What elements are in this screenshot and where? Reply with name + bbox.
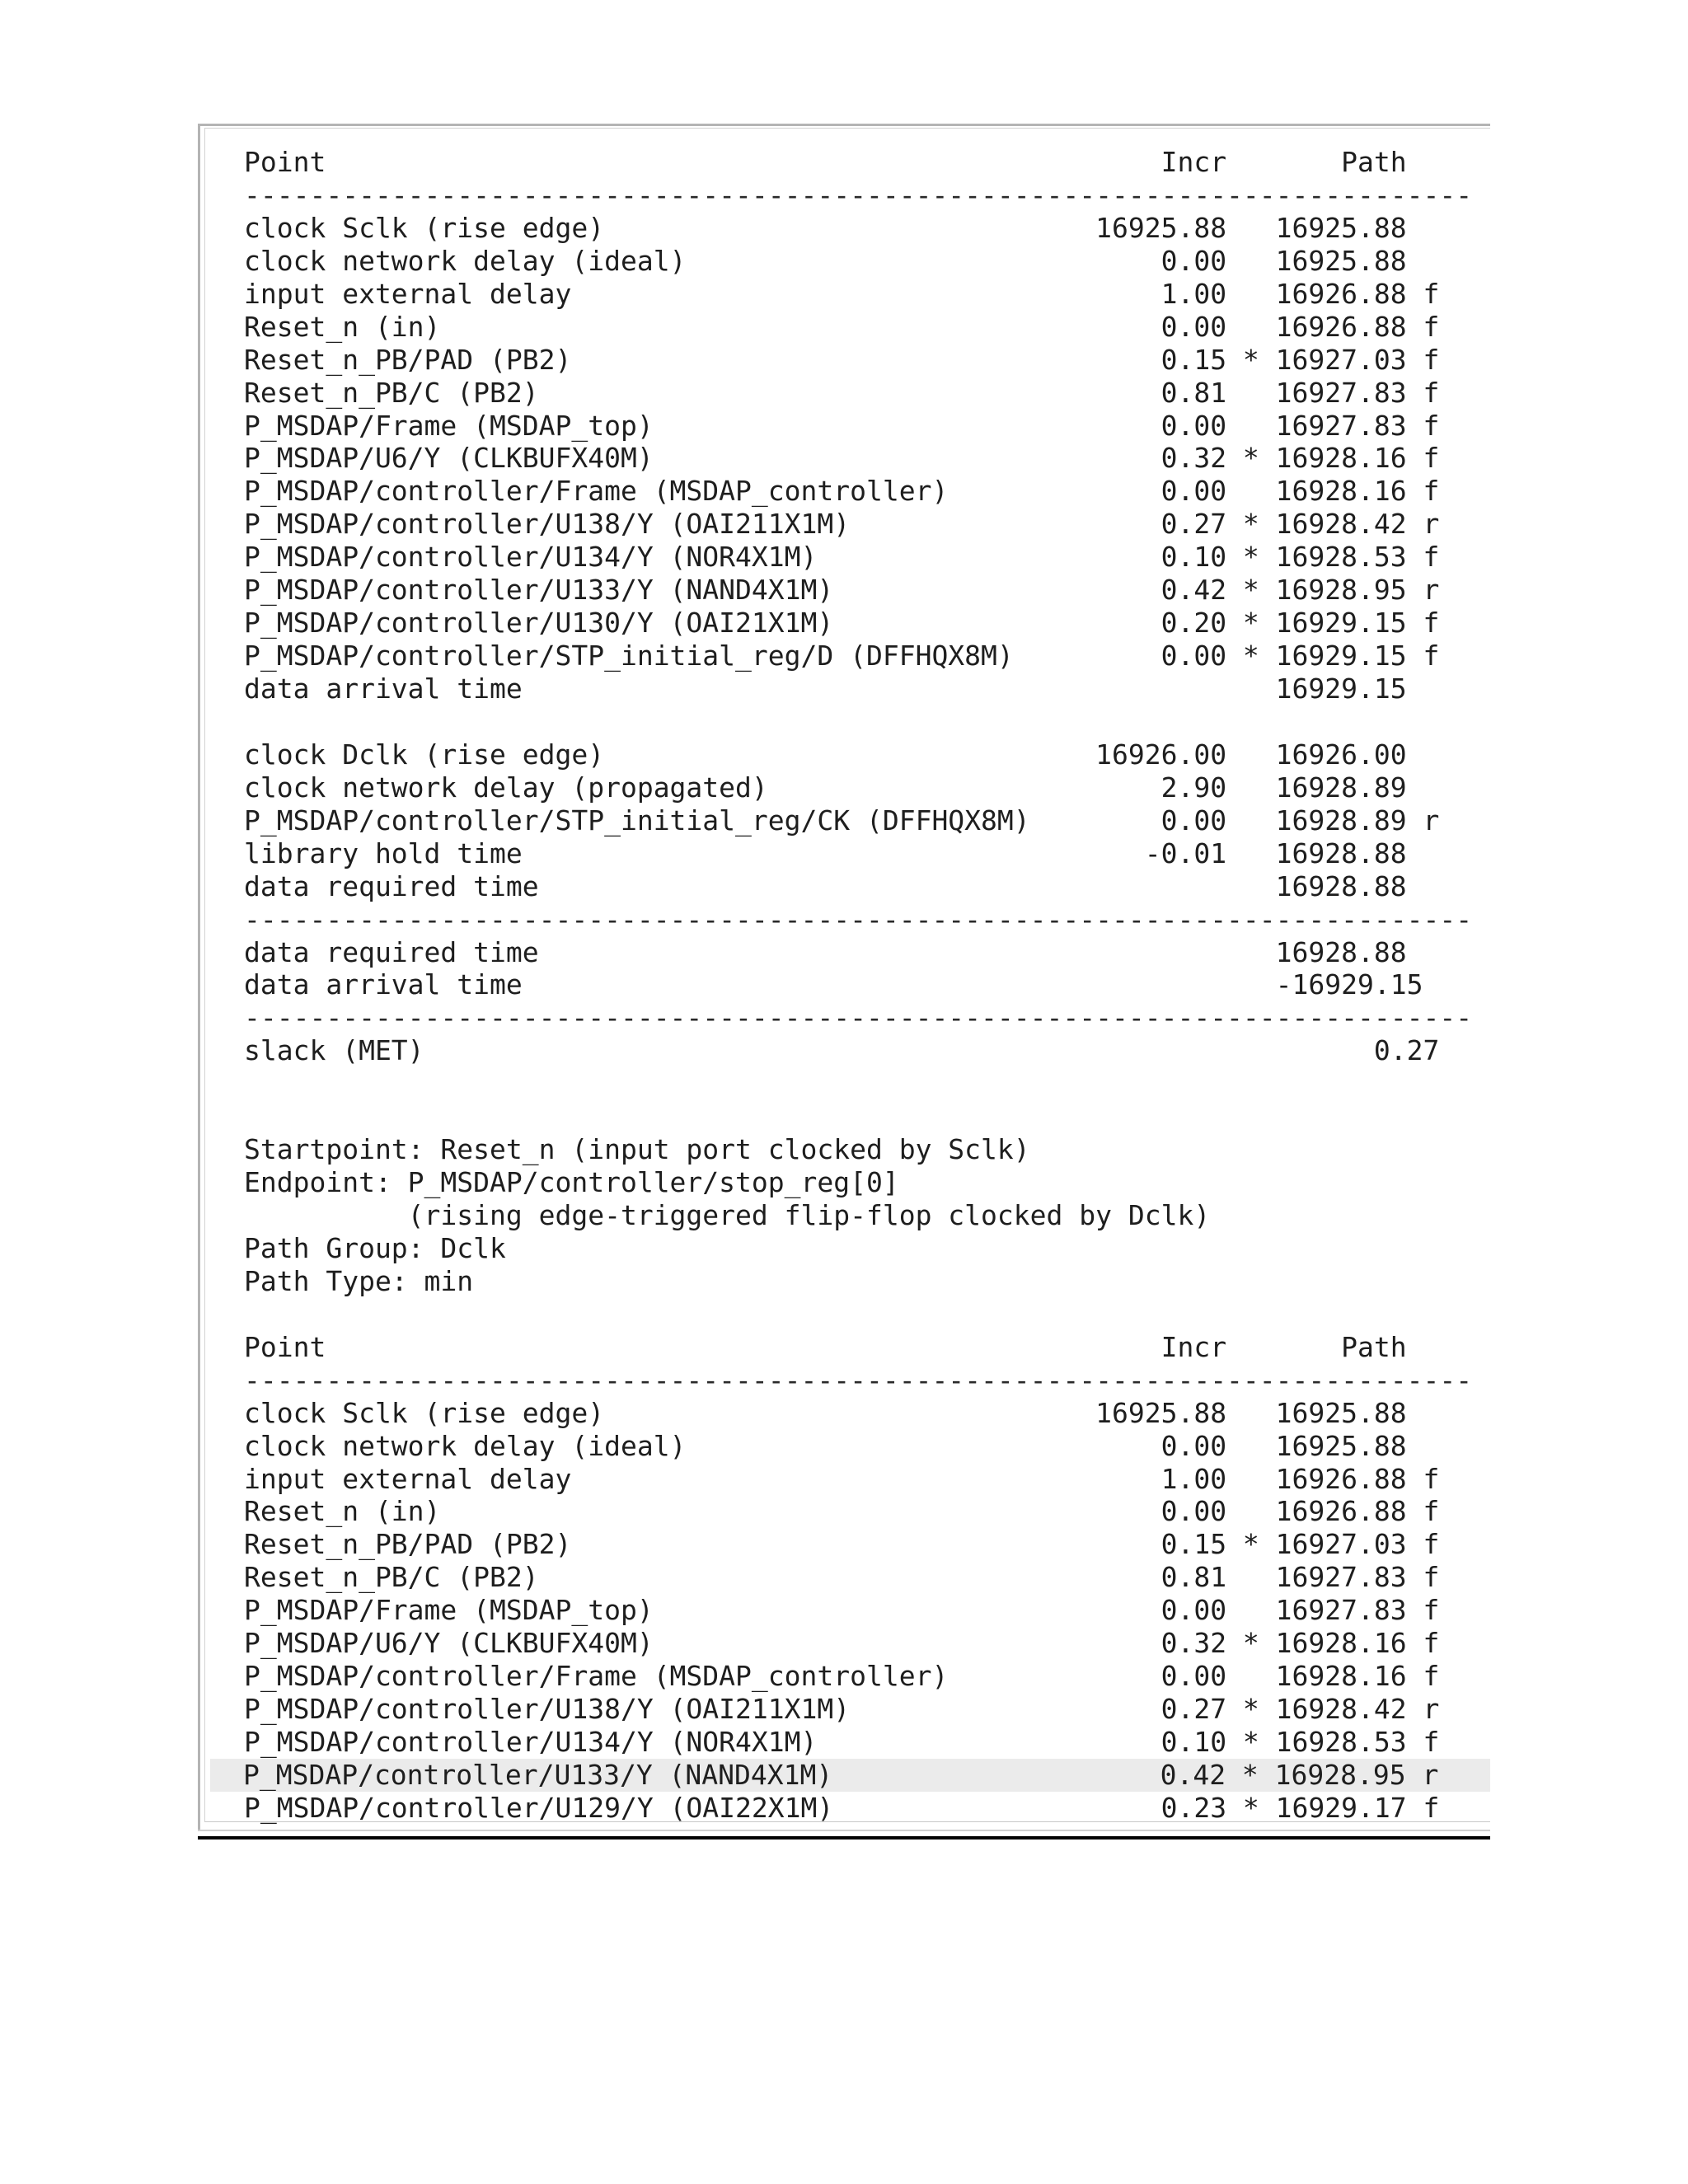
report-line: clock Dclk (rise edge) 16926.00 16926.00 xyxy=(244,738,1407,771)
selected-report-line[interactable]: P_MSDAP/controller/U133/Y (NAND4X1M) 0.42 * 16928.95 r xyxy=(210,1759,1490,1792)
report-line: clock network delay (ideal) 0.00 16925.88 xyxy=(244,244,1407,277)
report-line: P_MSDAP/U6/Y (CLKBUFX40M) 0.32 * 16928.16 f xyxy=(244,1627,1440,1660)
blank-line xyxy=(211,705,1490,738)
blank-line xyxy=(211,1100,1490,1133)
report-line: P_MSDAP/controller/STP_initial_reg/CK (DFFHQX8M) 0.00 16928.89 r xyxy=(244,804,1440,837)
report-line: clock network delay (propagated) 2.90 16928.89 xyxy=(244,771,1407,804)
column-header-row: Point Incr Path xyxy=(244,146,1407,178)
report-line: P_MSDAP/controller/U134/Y (NOR4X1M) 0.10 * 16928.53 f xyxy=(244,1726,1440,1758)
report-line: P_MSDAP/controller/U129/Y (OAI22X1M) 0.23 * 16929.17 f xyxy=(244,1791,1440,1824)
blank-line xyxy=(211,1067,1490,1100)
separator-line: --------------------------------------------------------------------------- xyxy=(244,902,1473,935)
report-line: P_MSDAP/controller/Frame (MSDAP_controller) 0.00 16928.16 f xyxy=(244,1660,1440,1693)
blank-line xyxy=(211,1298,1490,1331)
report-line: (rising edge-triggered flip-flop clocked by Dclk) xyxy=(244,1199,1211,1231)
report-line: P_MSDAP/controller/U138/Y (OAI211X1M) 0.27 * 16928.42 r xyxy=(244,508,1440,541)
window-bottom-border xyxy=(198,1836,1490,1840)
report-line: data arrival time -16929.15 xyxy=(244,968,1423,1001)
report-line: P_MSDAP/controller/Frame (MSDAP_controller) 0.00 16928.16 f xyxy=(244,475,1440,508)
separator-line: --------------------------------------------------------------------------- xyxy=(244,178,1473,211)
separator-line: --------------------------------------------------------------------------- xyxy=(244,1363,1473,1396)
report-line: Endpoint: P_MSDAP/controller/stop_reg[0] xyxy=(244,1166,899,1199)
report-line: Startpoint: Reset_n (input port clocked by Sclk) xyxy=(244,1133,1030,1166)
report-line: P_MSDAP/controller/U134/Y (NOR4X1M) 0.10 * 16928.53 f xyxy=(244,541,1440,574)
report-line: data required time 16928.88 xyxy=(244,869,1407,902)
report-line: clock Sclk (rise edge) 16925.88 16925.88 xyxy=(244,1396,1407,1429)
report-line: Reset_n (in) 0.00 16926.88 f xyxy=(244,1495,1440,1528)
report-line: clock network delay (ideal) 0.00 16925.88 xyxy=(244,1429,1407,1462)
report-line: P_MSDAP/Frame (MSDAP_top) 0.00 16927.83 f xyxy=(244,1594,1440,1627)
report-line: P_MSDAP/controller/U138/Y (OAI211X1M) 0.27 * 16928.42 r xyxy=(244,1693,1440,1726)
report-line: Reset_n_PB/C (PB2) 0.81 16927.83 f xyxy=(244,376,1440,409)
report-line: data required time 16928.88 xyxy=(244,935,1407,968)
report-line: Path Type: min xyxy=(244,1264,474,1297)
separator-line: --------------------------------------------------------------------------- xyxy=(244,1001,1473,1034)
report-line: input external delay 1.00 16926.88 f xyxy=(244,1462,1440,1495)
report-line: Reset_n_PB/PAD (PB2) 0.15 * 16927.03 f xyxy=(244,1528,1440,1561)
report-line: library hold time -0.01 16928.88 xyxy=(244,837,1407,869)
report-line: Reset_n (in) 0.00 16926.88 f xyxy=(244,310,1440,343)
timing-report-text xyxy=(211,146,1490,1825)
report-line: P_MSDAP/controller/STP_initial_reg/D (DFFHQX8M) 0.00 * 16929.15 f xyxy=(244,640,1440,673)
report-line: P_MSDAP/Frame (MSDAP_top) 0.00 16927.83 f xyxy=(244,409,1440,442)
slack-row: slack (MET) 0.27 xyxy=(244,1034,1440,1067)
report-line: Reset_n_PB/PAD (PB2) 0.15 * 16927.03 f xyxy=(244,343,1440,376)
report-line: clock Sclk (rise edge) 16925.88 16925.88 xyxy=(244,211,1407,244)
column-header-row: Point Incr Path xyxy=(244,1330,1407,1363)
report-line: data arrival time 16929.15 xyxy=(244,673,1407,705)
report-line: Path Group: Dclk xyxy=(244,1231,506,1264)
report-line: input external delay 1.00 16926.88 f xyxy=(244,277,1440,310)
report-line: P_MSDAP/controller/U133/Y (NAND4X1M) 0.42 * 16928.95 r xyxy=(244,574,1440,607)
report-line: P_MSDAP/U6/Y (CLKBUFX40M) 0.32 * 16928.16 f xyxy=(244,442,1440,475)
report-line: Reset_n_PB/C (PB2) 0.81 16927.83 f xyxy=(244,1561,1440,1594)
report-line: P_MSDAP/controller/U130/Y (OAI21X1M) 0.20 * 16929.15 f xyxy=(244,607,1440,640)
window-bottom-edge xyxy=(198,1830,1490,1831)
